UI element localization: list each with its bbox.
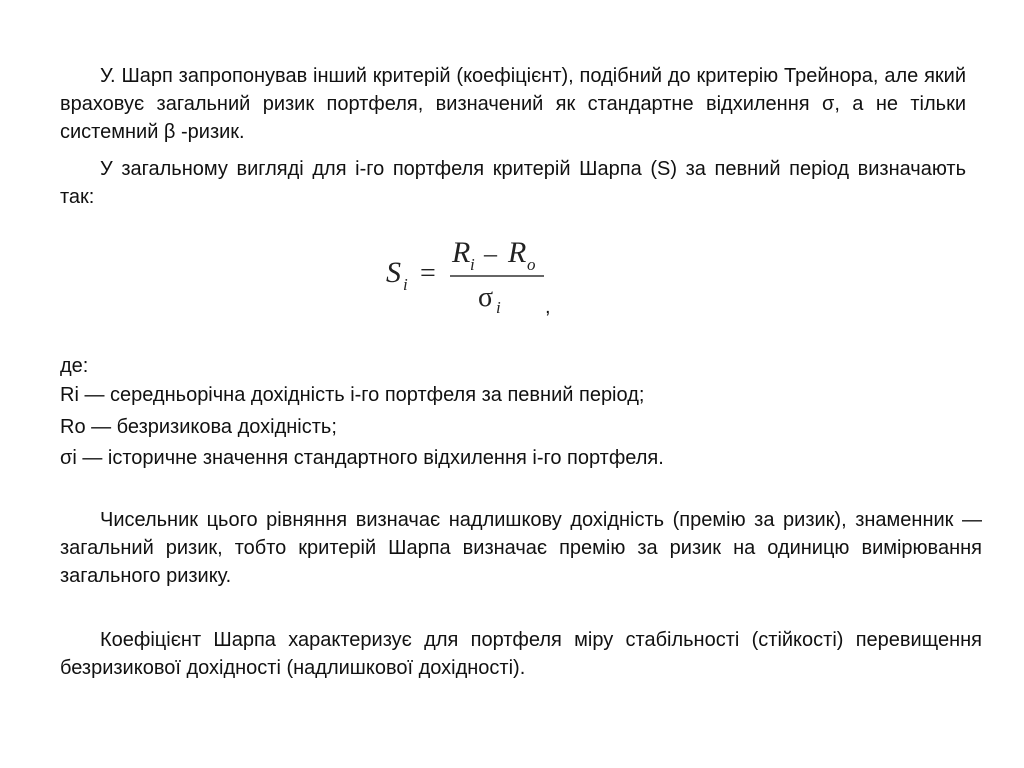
paragraph-sharpe-characterizes: Коефіцієнт Шарпа характеризує для портфеля міру стабільності (стійкості) перевищення безризикової дохідності (надлишкової дохідності). [60,629,982,679]
sharpe-ratio-formula [386,238,586,328]
formula-minus: – [484,239,497,268]
formula-graphic [386,238,586,328]
where-label: де: [60,355,89,377]
formula-num-b-sub: o [527,255,536,274]
formula-den: σ [478,282,494,313]
formula-lhs-sub: i [403,275,408,294]
formula-num-a: R [452,238,471,269]
formula-num-a-sub: i [470,255,475,274]
formula-equals: = [420,258,436,289]
paragraph-numerator-explanation: Чисельник цього рівняння визначає надлишкову дохідність (премію за ризик), знаменник — загальний ризик, тобто критерій Шарпа визначає премію за ризик на одиницю вимірювання загального ризику. [60,509,982,587]
definition-ri: Ri — середньорічна дохідність і-го портфеля за певний період; [60,384,645,406]
formula-num-b: R [508,238,527,269]
definition-ro: Ro — безризикова дохідність; [60,416,337,438]
formula-trailing-comma: , [545,296,551,318]
paragraph-sharpe-intro: У. Шарп запропонував інший критерій (коефіцієнт), подібний до критерію Трейнора, але який враховує загальний ризик портфеля, визначений як стандартне відхилення σ, а не тільки системний β -ризик. [60,65,966,143]
formula-lhs: S [386,256,401,289]
definition-sigma-i: σi — історичне значення стандартного відхилення і-го портфеля. [60,447,664,469]
paragraph-sharpe-general: У загальному вигляді для і-го портфеля критерій Шарпа (S) за певний період визначають так: [60,158,966,208]
formula-den-sub: i [496,298,501,317]
